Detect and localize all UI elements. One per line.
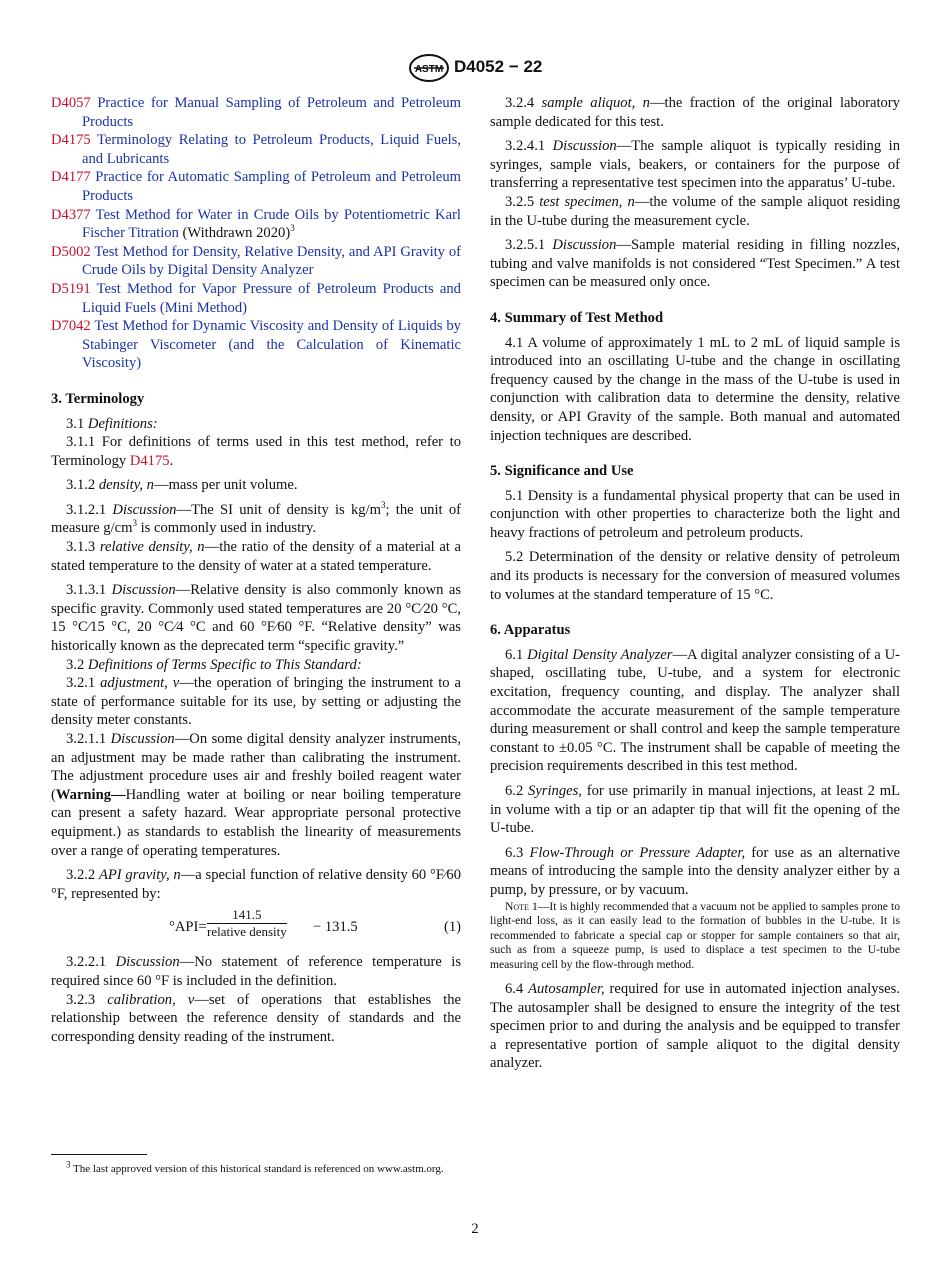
footnote-divider xyxy=(51,1154,147,1155)
footnote: $^3$ The last approved version of this historical standard is referenced on www.astm.org. xyxy=(66,1159,444,1175)
paragraph-6-4: 6.4 Autosampler, required for use in automated injection analyses. The autosampler shall be designed to ensure the integrity of the test specimen prior to and during the analysis and be equipped to transfer a representative portion of sample aliquot to the digital density analyzer. xyxy=(490,981,900,1072)
reference-item[interactable]: D4057 Practice for Manual Sampling of Petroleum and Petroleum Products xyxy=(51,95,461,130)
section-heading-significance: 5. Significance and Use xyxy=(490,463,634,480)
paragraph-3-2-1-1: 3.2.1.1 Discussion—On some digital density analyzer instruments, an adjustment may be made rather than calibrating the instrument. The adjustment procedure uses air and freshly boiled reagent water (Warning—Handling water at boiling or near boiling temperature can present a safety hazard. Wear appropriate personal protective equipment.) as standards to establish the linearity of measurements over a range of operating temperatures. xyxy=(51,731,462,859)
paragraph-6-3: 6.3 Flow-Through or Pressure Adapter, for use as an alternative means of introducing the sample into the density analyzer either by a pump, by pressure, or by vacuum. xyxy=(490,844,900,898)
paragraph-3-1-1: 3.1.1 For definitions of terms used in this test method, refer to Terminology D4175. xyxy=(51,434,461,469)
reference-item[interactable]: D4175 Terminology Relating to Petroleum Products, Liquid Fuels, and Lubricants xyxy=(51,132,462,167)
reference-list xyxy=(51,94,461,373)
astm-logo-icon xyxy=(408,53,450,83)
equation-api-gravity: °API= 141.5 relative density − 131.5 (1) xyxy=(169,907,461,940)
paragraph-3-1: 3.1 Definitions: xyxy=(66,415,158,432)
paragraph-6-1: 6.1 Digital Density Analyzer—A digital analyzer consisting of a U-shaped, oscillating tube, U-tube, and a system for electronic excitation, frequency counting, and display. The analyzer shall accommodate the accurate measurement of the sample temperature during measurement or shall control and keep the sample temperature constant to ±0.05 °C. The instrument shall be capable of meeting the precision requirements described in this test method. xyxy=(490,646,900,775)
right-column xyxy=(490,94,900,1079)
reference-item[interactable]: D7042 Test Method for Dynamic Viscosity and Density of Liquids by Stabinger Viscometer (and the Calculation of Kinematic Viscosity) xyxy=(51,318,461,372)
reference-item[interactable]: D4177 Practice for Automatic Sampling of Petroleum and Petroleum Products xyxy=(51,169,461,204)
paragraph-3-1-3-1: 3.1.3.1 Discussion—Relative density is also commonly known as specific gravity. Commonly used stated temperatures are 20 °C⁄20 °C, 15 °C⁄15 °C, 20 °C⁄4 °C and 60 °F⁄60 °F. “Relative density” was historically known as the deprecated term “specific gravity.” xyxy=(51,582,461,655)
paragraph-3-2-1: 3.2.1 adjustment, v—the operation of bringing the instrument to a state of performance suitable for its use, by setting or adjusting the density meter constants. xyxy=(51,675,461,729)
section-heading-summary: 4. Summary of Test Method xyxy=(490,309,664,326)
paragraph-5-2: 5.2 Determination of the density or relative density of petroleum and its products is necessary for the conversion of measured volumes to volumes at the standard temperature of 15 °C. xyxy=(490,549,900,603)
document-id: D4052 − 22 xyxy=(454,57,543,76)
paragraph-4-1: 4.1 A volume of approximately 1 mL to 2 mL of liquid sample is introduced into an oscillating U-tube and the change in oscillating frequency caused by the change in the mass of the U-tube is used in conjunction with calibration data to determine the density, relative density, or API Gravity of the sample. Both manual and automated injection techniques are described. xyxy=(490,334,900,444)
page-header xyxy=(0,56,950,84)
paragraph-3-1-2-1: 3.1.2.1 Discussion—The SI unit of density is $kg/m^3$; the unit of measure $g/cm^3$ is commonly used in industry. xyxy=(51,500,461,537)
paragraph-3-2-2: 3.2.2 API gravity, n—a special function of relative density 60 °F⁄60 °F, represented by: xyxy=(51,867,461,902)
paragraph-3-1-3: 3.1.3 relative density, n—the ratio of the density of a material at a stated temperature to the density of water at a stated temperature. xyxy=(51,539,461,574)
paragraph-3-2-2-1: 3.2.2.1 Discussion—No statement of reference temperature is required since 60 °F is included in the definition. xyxy=(51,954,461,989)
reference-item[interactable]: D5191 Test Method for Vapor Pressure of Petroleum Products and Liquid Fuels (Mini Method) xyxy=(51,280,461,316)
left-column xyxy=(51,94,461,1052)
paragraph-3-2-4: 3.2.4 sample aliquot, n—the fraction of the original laboratory sample dedicated for this test. xyxy=(490,95,900,130)
paragraph-3-2-3: 3.2.3 calibration, v—set of operations that establishes the relationship between the reference density of standards and the corresponding density reading of the instrument. xyxy=(51,991,462,1045)
equation-number: (1) xyxy=(443,919,461,936)
paragraph-5-1: 5.1 Density is a fundamental physical property that can be used in conjunction with other properties to characterize both the light and heavy fractions of petroleum and petroleum products. xyxy=(490,487,900,541)
note-1: Note 1—It is highly recommended that a vacuum not be applied to samples prone to light-end loss, as it can easily lead to the formation of bubbles in the U-tube. It is recommended to fabricate a special cap or stopper for sample containers so that air, such as from a squeeze pump, is used to displace a test specimen to the U-tube measuring cell by the flow-through method. xyxy=(490,899,900,971)
link-d4175[interactable]: D4175 xyxy=(129,452,170,469)
page-number: 2 xyxy=(471,1221,479,1237)
paragraph-3-2-4-1: 3.2.4.1 Discussion—The sample aliquot is typically residing in syringes, sample vials, beakers, or containers for the purpose of transferring a representative test specimen into the apparatus’ U-tube. xyxy=(490,138,900,192)
svg-text:ASTM: ASTM xyxy=(414,64,444,75)
section-heading-terminology: 3. Terminology xyxy=(51,390,145,407)
paragraph-3-1-2: 3.1.2 density, n—mass per unit volume. xyxy=(66,477,298,494)
paragraph-6-2: 6.2 Syringes, for use primarily in manual injections, at least 2 mL in volume with a tip or an adapter tip that will fit the opening of the U-tube. xyxy=(490,783,900,837)
reference-item[interactable]: D4377 Test Method for Water in Crude Oils by Potentiometric Karl Fischer Titration (Withdrawn 2020)$^3$ xyxy=(51,206,461,242)
section-heading-apparatus: 6. Apparatus xyxy=(490,622,571,639)
reference-item[interactable]: D5002 Test Method for Density, Relative Density, and API Gravity of Crude Oils by Digital Density Analyzer xyxy=(51,243,461,279)
paragraph-3-2-5: 3.2.5 test specimen, n—the volume of the sample aliquot residing in the U-tube during the measurement cycle. xyxy=(490,193,900,229)
paragraph-3-2-5-1: 3.2.5.1 Discussion—Sample material residing in filling nozzles, tubing and valve manifolds is not considered “Test Specimen.” A test specimen can be measured only once. xyxy=(490,237,900,291)
paragraph-3-2: 3.2 Definitions of Terms Specific to This Standard: xyxy=(66,656,362,673)
